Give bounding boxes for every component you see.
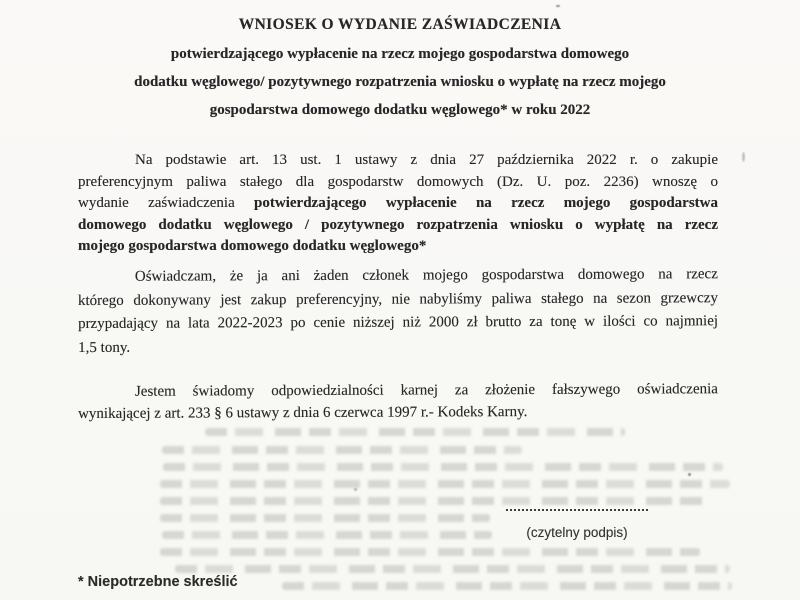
scan-speck — [354, 488, 357, 491]
document-title — [0, 10, 800, 124]
scan-speck — [688, 473, 691, 476]
title-line-3: dodatku węglowego/ pozytywnego rozpatrzenia wniosku o wypłatę na rzecz mojego — [134, 74, 666, 90]
text-line: 1,5 tony. — [78, 339, 131, 356]
signature-line — [506, 509, 648, 511]
text-line: przypadający na lata 2022-2023 po cenie niższej niż 2000 zł brutto za tonę w ilości co najmniej — [78, 313, 719, 332]
title-line-4: gospodarstwa domowego dodatku węglowego* w roku 2022 — [209, 102, 591, 118]
title-line-1: WNIOSEK O WYDANIE ZAŚWIADCZENIA — [238, 16, 562, 33]
text-line: preferencyjnym paliwa stałego dla gospodarstw domowych (Dz. U. poz. 2236) wnoszę o — [78, 173, 718, 190]
signature-caption: (czytelny podpis) — [526, 525, 628, 540]
title-line-2: potwierdzającego wypłacenie na rzecz mojego gospodarstwa domowego — [170, 46, 630, 62]
signature-block — [506, 509, 648, 540]
text-line: wydanie zaświadczenia potwierdzającego wypłacenie na rzecz mojego gospodarstwa — [78, 195, 718, 211]
paragraph-liability — [78, 378, 718, 425]
text-line: Na podstawie art. 13 ust. 1 ustawy z dnia 27 października 2022 r. o zakupie — [135, 152, 718, 168]
scan-speck — [742, 152, 745, 162]
scan-speck — [556, 5, 560, 7]
text-line: którego dokonywany jest zakup preferencyjny, nie nabyliśmy paliwa stałego na sezon grzewczy — [77, 289, 718, 309]
text-line: domowego dodatku węglowego / pozytywnego rozpatrzenia wniosku o wypłatę na rzecz — [78, 216, 718, 233]
text-line: wynikającej z art. 233 § 6 ustawy z dnia 6 czerwca 1997 r.- Kodeks Karny. — [78, 404, 528, 422]
text-line: Jestem świadomy odpowiedzialności karnej za złożenie fałszywego oświadczenia — [134, 381, 718, 400]
paragraph-legal-basis — [78, 150, 718, 258]
text-line: Oświadczam, że ja ani żaden członek mojego gospodarstwa domowego na rzecz — [134, 266, 718, 285]
paragraph-declaration — [78, 263, 718, 360]
text-line: mojego gospodarstwa domowego dodatku węglowego* — [78, 238, 427, 254]
footnote: * Niepotrzebne skreślić — [78, 574, 238, 590]
